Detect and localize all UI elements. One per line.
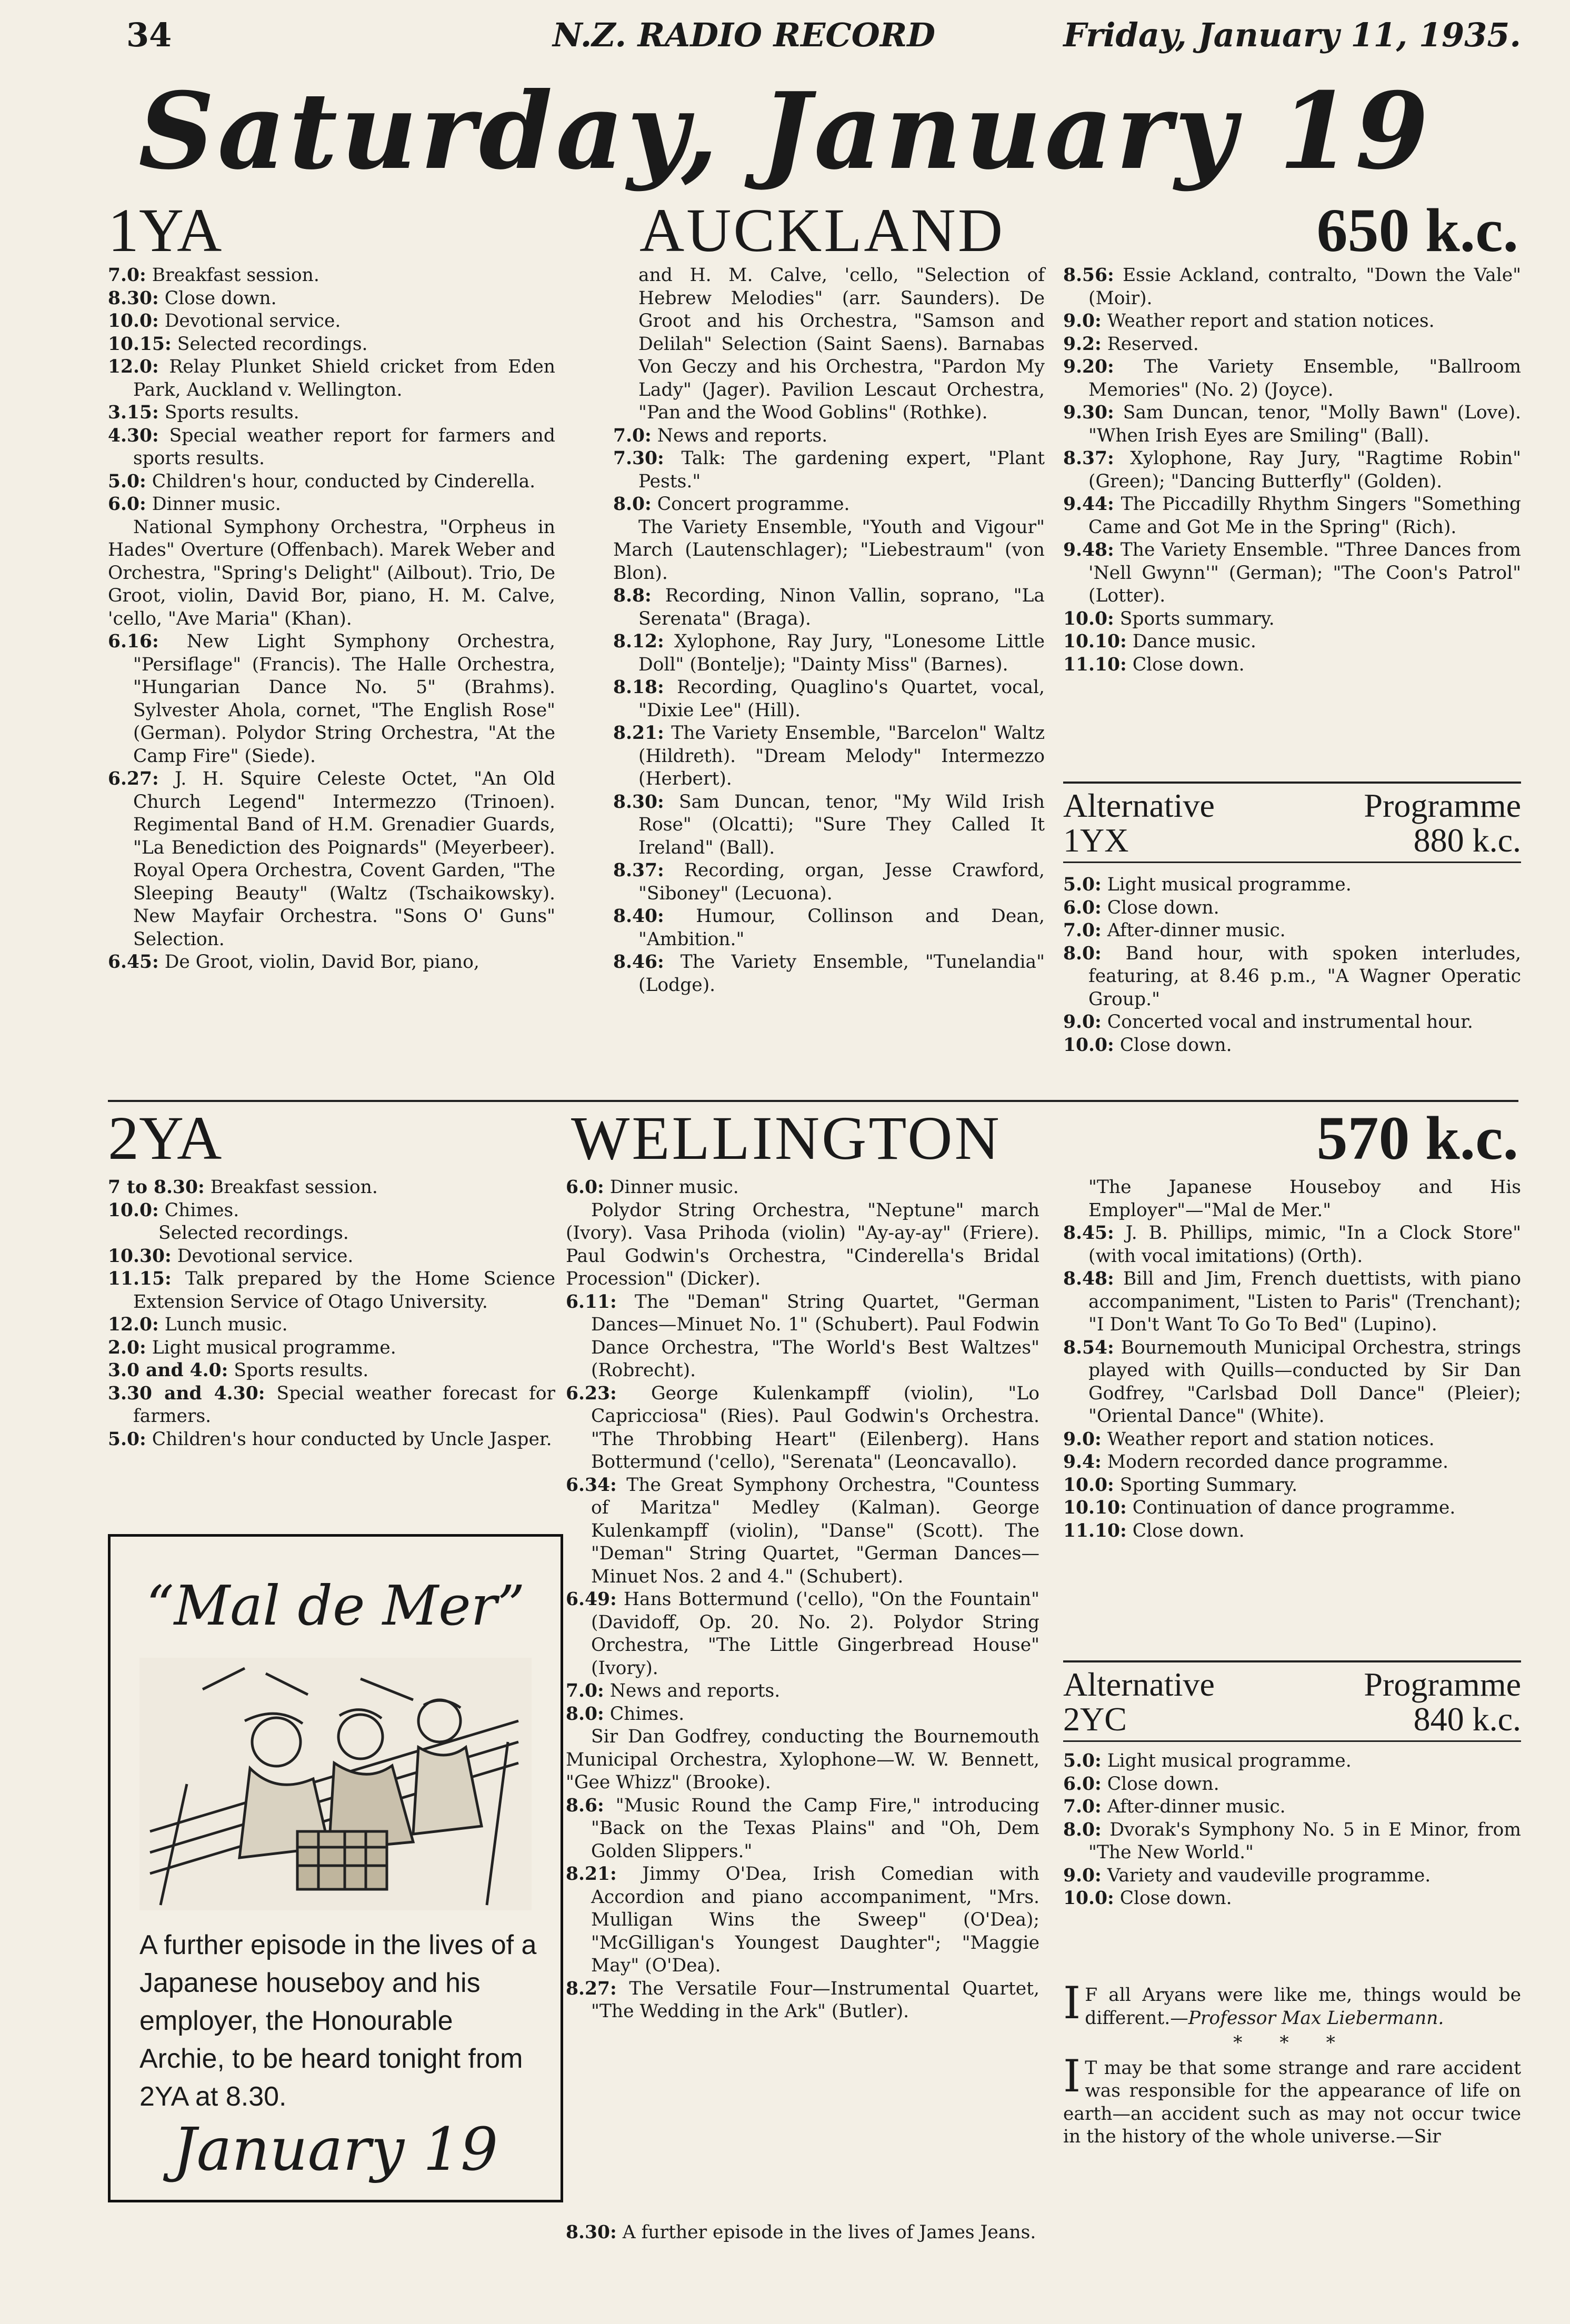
- station-frequency: 650 k.c.: [1316, 196, 1518, 265]
- entry-time: 8.21:: [566, 1864, 617, 1885]
- schedule-entry: [1063, 1865, 1521, 1888]
- entry-time: 9.2:: [1063, 333, 1102, 355]
- schedule-entry: [566, 1199, 1039, 1291]
- schedule-entry: [566, 1978, 1039, 2024]
- separator-stars: * * *: [1233, 2032, 1351, 2053]
- entry-time: 10.0:: [108, 310, 159, 332]
- entry-text: Children's hour, conducted by Cinderella.: [146, 470, 536, 492]
- entry-time: 8.21:: [613, 723, 664, 744]
- entry-text: Devotional service.: [171, 1245, 354, 1267]
- entry-text: Modern recorded dance programme.: [1101, 1451, 1448, 1472]
- rule: [1063, 782, 1521, 784]
- wellington-alternative-list: [1063, 1750, 1521, 1910]
- entry-time: 7.0:: [1063, 1796, 1102, 1817]
- rule: [1063, 1660, 1521, 1662]
- entry-text: Close down.: [1114, 1034, 1232, 1056]
- alt-heading-2: Programme: [1364, 787, 1521, 824]
- houseboy-illustration: [139, 1658, 532, 1910]
- entry-time: 8.6:: [566, 1795, 604, 1816]
- entry-text: Recording, organ, Jesse Crawford, "Siboney" (Lecuona).: [638, 860, 1045, 904]
- entry-text: De Groot, violin, David Bor, piano,: [158, 951, 479, 973]
- entry-time: 10.10:: [1063, 1497, 1127, 1518]
- entry-text: Bill and Jim, French duettists, with piano accompaniment, "Listen to Paris" (Trenchant); "I Don't Want To Go To Bed" (Lupino).: [1088, 1268, 1521, 1335]
- schedule-entry: [613, 859, 1045, 905]
- schedule-entry: [108, 1337, 555, 1360]
- schedule-entry: [613, 493, 1045, 516]
- station-header-auckland: [108, 195, 1518, 274]
- entry-time: 6.16:: [108, 631, 159, 652]
- entry-text: Variety and vaudeville programme.: [1101, 1865, 1431, 1886]
- entry-time: 8.45:: [1063, 1223, 1114, 1244]
- entry-text: Weather report and station notices.: [1101, 310, 1435, 332]
- auckland-alternative-header: [1063, 782, 1521, 863]
- page-number: 34: [126, 16, 172, 54]
- quote-source: Professor Max Liebermann.: [1188, 2007, 1444, 2029]
- entry-time: 8.0:: [613, 494, 652, 515]
- entry-text: The "Deman" String Quartet, "German Dances—Minuet No. 1" (Schubert). Paul Fodwin Dance Orchestra, "The World's Best Waltzes" (Robrecht).: [591, 1291, 1039, 1381]
- entry-text: Relay Plunket Shield cricket from Eden Park, Auckland v. Wellington.: [133, 356, 555, 400]
- entry-text: The Variety Ensemble, "Youth and Vigour" March (Lautenschlager); "Liebestraum" (von Blon).: [613, 516, 1045, 584]
- entry-text: Band hour, with spoken interludes, featuring, at 8.46 p.m., "A Wagner Operatic Group.": [1088, 943, 1521, 1010]
- schedule-entry: [108, 264, 555, 287]
- entry-time: 7.0:: [1063, 920, 1102, 941]
- drop-cap: I: [1063, 2050, 1081, 2102]
- entry-time: 5.0:: [1063, 1750, 1102, 1771]
- entry-time: 10.10:: [1063, 631, 1127, 652]
- entry-text: The Great Symphony Orchestra, "Countess of Maritza" Medley (Kalman). George Kulenkampff (violin), "Danse" (Scott). The "Deman" String Quartet, "German Dances—Minuet Nos. 2 and 4." (Schubert).: [591, 1474, 1039, 1587]
- entry-text: Humour, Collinson and Dean, "Ambition.": [638, 906, 1045, 950]
- entry-text: Close down.: [158, 287, 277, 309]
- schedule-entry: [613, 905, 1045, 951]
- entry-text: Talk prepared by the Home Science Extension Service of Otago University.: [133, 1268, 555, 1313]
- schedule-entry: [1063, 447, 1521, 493]
- schedule-entry: [1063, 1819, 1521, 1865]
- entry-text: Lunch music.: [158, 1314, 288, 1335]
- schedule-entry: [566, 1176, 1039, 1199]
- schedule-entry: [1063, 943, 1521, 1011]
- schedule-entry: [566, 1291, 1039, 1383]
- wellington-column-3: [1063, 1176, 1521, 1542]
- quote-text: F all Aryans were like me, things would be different.—: [1085, 1985, 1521, 2029]
- schedule-entry: [108, 310, 555, 333]
- schedule-entry: [613, 264, 1045, 425]
- entry-time: 6.45:: [108, 951, 159, 973]
- entry-text: Essie Ackland, contralto, "Down the Vale" (Moir).: [1088, 265, 1521, 309]
- schedule-entry: [613, 951, 1045, 997]
- entry-time: 10.0:: [1063, 1034, 1114, 1056]
- entry-time: 8.37:: [613, 860, 664, 881]
- schedule-entry: [566, 1474, 1039, 1589]
- entry-text: "The Japanese Houseboy and His Employer"—"Mal de Mer.": [1088, 1177, 1521, 1221]
- entry-text: Sam Duncan, tenor, "Molly Bawn" (Love). "When Irish Eyes are Smiling" (Ball).: [1088, 402, 1521, 446]
- entry-time: 6.11:: [566, 1291, 617, 1313]
- station-call: 2YA: [108, 1104, 222, 1173]
- entry-text: Breakfast session.: [146, 265, 319, 286]
- entry-text: Sam Duncan, tenor, "My Wild Irish Rose" (Olcatti); "Sure They Called It Ireland" (Ball).: [638, 791, 1045, 858]
- schedule-entry: [1063, 264, 1521, 310]
- schedule-entry: [613, 722, 1045, 791]
- schedule-entry: [1063, 1474, 1521, 1497]
- entry-text: Concerted vocal and instrumental hour.: [1101, 1011, 1473, 1033]
- entry-text: Close down.: [1114, 1888, 1232, 1909]
- section-rule: [108, 1100, 1518, 1102]
- schedule-entry: [566, 1726, 1039, 1795]
- schedule-entry: [108, 333, 555, 356]
- day-heading: Saturday, January 19: [138, 69, 1432, 193]
- entry-text: Dinner music.: [146, 494, 281, 515]
- entry-time: 5.0:: [108, 470, 146, 492]
- schedule-entry: [566, 1680, 1039, 1703]
- schedule-entry: [1063, 310, 1521, 333]
- publication-title: N.Z. RADIO RECORD: [553, 16, 936, 54]
- schedule-entry: [1063, 1796, 1521, 1819]
- entry-time: 8.54:: [1063, 1337, 1114, 1358]
- schedule-entry: [108, 1428, 555, 1451]
- entry-time: 10.0:: [1063, 608, 1114, 629]
- station-frequency: 570 k.c.: [1316, 1104, 1518, 1173]
- auckland-column-2: [613, 264, 1045, 997]
- entry-time: 11.15:: [108, 1268, 172, 1289]
- entry-text: Selected recordings.: [158, 1223, 349, 1244]
- entry-time: 12.0:: [108, 1314, 159, 1335]
- entry-time: 6.34:: [566, 1474, 617, 1496]
- entry-time: 8.46:: [613, 951, 664, 973]
- entry-text: The Piccadilly Rhythm Singers "Something Came and Got Me in the Spring" (Rich).: [1088, 494, 1521, 538]
- schedule-entry: [1063, 333, 1521, 356]
- schedule-entry: [108, 1245, 555, 1268]
- entry-time: 3.15:: [108, 402, 159, 423]
- entry-text: The Versatile Four—Instrumental Quartet, "The Wedding in the Ark" (Butler).: [591, 1978, 1039, 2022]
- entry-time: 8.56:: [1063, 265, 1114, 286]
- schedule-entry: [108, 402, 555, 425]
- entry-text: Concert programme.: [651, 494, 850, 515]
- schedule-entry: [108, 470, 555, 494]
- schedule-entry: [108, 1199, 555, 1223]
- schedule-entry: [1063, 1428, 1521, 1451]
- schedule-entry: [1063, 874, 1521, 897]
- entry-time: 8.40:: [613, 906, 664, 927]
- entry-text: Weather report and station notices.: [1101, 1428, 1435, 1450]
- entry-text: The Variety Ensemble, "Barcelon" Waltz (Hildreth). "Dream Melody" Intermezzo (Herbert).: [638, 723, 1045, 789]
- entry-text: Jimmy O'Dea, Irish Comedian with Accordion and piano accompaniment, "Mrs. Mulligan Wins the Sweep" (O'Dea); "McGilligan's Youngest Daughter"; "Maggie May" (O'Dea).: [591, 1864, 1039, 1976]
- entry-time: 9.0:: [1063, 310, 1102, 332]
- entry-text: Chimes.: [158, 1199, 239, 1221]
- entry-time: 2.0:: [108, 1337, 146, 1358]
- entry-time: 9.20:: [1063, 356, 1114, 377]
- auckland-alternative-list: [1063, 874, 1521, 1057]
- entry-time: 9.0:: [1063, 1011, 1102, 1033]
- wellington-column-2: [566, 1176, 1039, 2024]
- entry-time: 12.0:: [108, 356, 159, 377]
- entry-time: 7.30:: [613, 448, 664, 469]
- entry-time: 6.0:: [108, 494, 146, 515]
- station-header-wellington: [108, 1103, 1518, 1181]
- entry-time: 6.23:: [566, 1383, 617, 1404]
- schedule-entry: [566, 1703, 1039, 1726]
- entry-text: The Variety Ensemble, "Ballroom Memories" (No. 2) (Joyce).: [1088, 356, 1521, 400]
- entry-text: "Music Round the Camp Fire," introducing "Back on the Texas Plains" and "Oh, Dem Golden Slippers.": [591, 1795, 1039, 1862]
- schedule-entry: [108, 1383, 555, 1428]
- schedule-entry: [613, 447, 1045, 493]
- entry-time: 7.0:: [613, 425, 652, 446]
- entry-text: Continuation of dance programme.: [1126, 1497, 1456, 1518]
- entry-time: 8.18:: [613, 677, 664, 698]
- entry-time: 9.44:: [1063, 494, 1114, 515]
- wellington-column-1: [108, 1176, 555, 1451]
- entry-time: 7.0:: [566, 1680, 604, 1701]
- schedule-entry: [613, 425, 1045, 448]
- schedule-entry: [566, 1383, 1039, 1474]
- station-city: AUCKLAND: [639, 196, 1005, 265]
- entry-text: and H. M. Calve, 'cello, "Selection of Hebrew Melodies" (arr. Saunders). De Groot and his Orchestra, "Samson and Delilah" Selection (Saint Saens). Barnabas Von Geczy and his Orchestra, "Pardon My Lady" (Jager). Pavilion Lescaut Orchestra, "Pan and the Wood Goblins" (Rothke).: [638, 265, 1045, 423]
- entry-time: 8.27:: [566, 1978, 617, 1999]
- quote-1: [1063, 1977, 1521, 2030]
- entry-time: 10.30:: [108, 1245, 172, 1267]
- entry-text: Recording, Quaglino's Quartet, vocal, "Dixie Lee" (Hill).: [638, 677, 1045, 721]
- alt-call: 2YC: [1063, 1700, 1127, 1738]
- schedule-entry: [1063, 539, 1521, 608]
- entry-time: 3.0 and 4.0:: [108, 1360, 228, 1381]
- entry-time: 8.8:: [613, 585, 652, 606]
- alt-frequency: 880 k.c.: [1413, 822, 1521, 859]
- auckland-column-3: [1063, 264, 1521, 676]
- entry-time: 10.0:: [1063, 1888, 1114, 1909]
- entry-time: 8.0:: [1063, 1819, 1102, 1840]
- entry-time: 6.27:: [108, 768, 159, 789]
- entry-text: After-dinner music.: [1101, 920, 1286, 941]
- entry-text: Recording, Ninon Vallin, soprano, "La Serenata" (Braga).: [638, 585, 1045, 629]
- schedule-entry: [1063, 1887, 1521, 1910]
- schedule-entry: [108, 768, 555, 951]
- schedule-entry: [108, 1176, 555, 1199]
- schedule-entry: [1063, 1268, 1521, 1337]
- entry-text: The Variety Ensemble, "Tunelandia" (Lodge).: [638, 951, 1045, 996]
- entry-text: Children's hour conducted by Uncle Jasper.: [146, 1428, 552, 1450]
- entry-text: Dinner music.: [604, 1177, 739, 1198]
- entry-text: Sports results.: [228, 1360, 369, 1381]
- drop-cap: I: [1063, 1977, 1081, 2029]
- entry-time: 9.0:: [1063, 1428, 1102, 1450]
- entry-text: Sporting Summary.: [1114, 1474, 1298, 1496]
- entry-text: J. B. Phillips, mimic, "In a Clock Store" (with vocal imitations) (Orth).: [1088, 1223, 1521, 1267]
- entry-time: 6.0:: [1063, 897, 1102, 918]
- entry-text: Special weather report for farmers and sports results.: [133, 425, 555, 469]
- entry-text: Close down.: [1101, 897, 1219, 918]
- entry-text: Special weather forecast for farmers.: [133, 1383, 555, 1427]
- schedule-entry: [108, 630, 555, 768]
- entry-text: Close down.: [1126, 1520, 1245, 1541]
- entry-time: 9.0:: [1063, 1865, 1102, 1886]
- entry-time: 8.0:: [1063, 943, 1102, 964]
- schedule-entry: [1063, 1497, 1521, 1520]
- station-call: 1YA: [108, 196, 222, 265]
- entry-text: After-dinner music.: [1101, 1796, 1286, 1817]
- entry-text: Bournemouth Municipal Orchestra, strings played with Quills—conducted by Sir Dan Godfrey, "Carlsbad Doll Dance" (Pleier); "Oriental Dance" (White).: [1088, 1337, 1521, 1427]
- entry-text: Light musical programme.: [146, 1337, 396, 1358]
- schedule-entry: [566, 1588, 1039, 1680]
- schedule-entry: [613, 630, 1045, 676]
- entry-text: Chimes.: [604, 1703, 685, 1725]
- schedule-entry: [1063, 654, 1521, 677]
- schedule-entry: [108, 356, 555, 402]
- entry-time: 10.0:: [1063, 1474, 1114, 1496]
- entry-text: Close down.: [1101, 1773, 1219, 1795]
- entry-time: 3.30 and 4.30:: [108, 1383, 265, 1404]
- advert-title: “Mal de Mer”: [146, 1574, 525, 1638]
- schedule-entry: [108, 1314, 555, 1337]
- schedule-entry: [108, 425, 555, 470]
- entry-text: National Symphony Orchestra, "Orpheus in Hades" Overture (Offenbach). Marek Weber and Orchestra, "Spring's Delight" (Ailbout). Trio, De Groot, violin, David Bor, piano, H. M. Calve, 'cello, "Ave Maria" (Khan).: [108, 516, 555, 629]
- schedule-entry: [108, 951, 555, 974]
- entry-time: 5.0:: [108, 1428, 146, 1450]
- entry-text: Close down.: [1126, 654, 1245, 675]
- quote-text: T may be that some strange and rare accident was responsible for the appearance of life on earth—an accident such as may not occur twice in the history of the whole universe.—Sir: [1063, 2057, 1521, 2147]
- entry-text: New Light Symphony Orchestra, "Persiflage" (Francis). The Halle Orchestra, "Hungarian Dance No. 5" (Brahms). Sylvester Ahola, cornet, "The English Rose" (German). Polydor String Orchestra, "At the Camp Fire" (Siede).: [133, 631, 555, 767]
- entry-text: Sir Dan Godfrey, conducting the Bournemouth Municipal Orchestra, Xylophone—W. W. Bennett, "Gee Whizz" (Brooke).: [566, 1726, 1039, 1793]
- entry-time: 11.10:: [1063, 1520, 1127, 1541]
- schedule-entry: [1063, 402, 1521, 447]
- schedule-entry: [1063, 1773, 1521, 1796]
- schedule-entry: [108, 287, 555, 310]
- entry-time: 10.15:: [108, 333, 172, 355]
- entry-time: 9.4:: [1063, 1451, 1102, 1472]
- entry-time: 8.48:: [1063, 1268, 1114, 1289]
- schedule-entry: [1063, 1176, 1521, 1222]
- entry-time: 8.12:: [613, 631, 664, 652]
- entry-time: 4.30:: [108, 425, 159, 446]
- entry-text: George Kulenkampff (violin), "Lo Capricciosa" (Ries). Paul Godwin's Orchestra. "The Throbbing Heart" (Eilenberg). Hans Bottermund ('cello), "Serenata" (Leoncavallo).: [591, 1383, 1039, 1472]
- item-text: A further episode in the lives of James Jeans.: [616, 2222, 1036, 2243]
- schedule-entry: [108, 1222, 555, 1245]
- schedule-entry: [613, 676, 1045, 722]
- entry-text: Xylophone, Ray Jury, "Ragtime Robin" (Green); "Dancing Butterfly" (Golden).: [1088, 448, 1521, 492]
- schedule-entry: [1063, 608, 1521, 631]
- entry-text: The Variety Ensemble. "Three Dances from 'Nell Gwynn'" (German); "The Coon's Patrol" (Lotter).: [1088, 539, 1521, 606]
- alt-frequency: 840 k.c.: [1413, 1700, 1521, 1738]
- entry-text: Hans Bottermund ('cello), "On the Fountain" (Davidoff, Op. 20. No. 2). Polydor String Orchestra, "The Little Gingerbread House" (Ivory).: [591, 1589, 1039, 1679]
- schedule-entry: [1063, 1337, 1521, 1428]
- schedule-entry: [1063, 1011, 1521, 1034]
- issue-date: Friday, January 11, 1935.: [1063, 16, 1521, 54]
- schedule-entry: [108, 1359, 555, 1383]
- schedule-entry: [613, 791, 1045, 860]
- schedule-entry: [1063, 919, 1521, 943]
- entry-text: News and reports.: [604, 1680, 781, 1701]
- alt-heading: Alternative: [1063, 787, 1215, 824]
- entry-text: Sports summary.: [1114, 608, 1275, 629]
- entry-text: Reserved.: [1101, 333, 1199, 355]
- entry-text: Talk: The gardening expert, "Plant Pests.": [638, 448, 1045, 492]
- entry-time: 8.30:: [613, 791, 664, 813]
- advert-date: January 19: [173, 2116, 498, 2184]
- schedule-entry: [1063, 1451, 1521, 1474]
- entry-text: News and reports.: [651, 425, 828, 446]
- schedule-entry: [1063, 356, 1521, 402]
- schedule-entry: [1063, 897, 1521, 920]
- schedule-entry: [108, 493, 555, 516]
- entry-text: Light musical programme.: [1101, 874, 1352, 895]
- schedule-entry: [1063, 493, 1521, 539]
- alt-heading-2: Programme: [1364, 1666, 1521, 1703]
- alt-call: 1YX: [1063, 822, 1129, 859]
- schedule-entry: [566, 1795, 1039, 1864]
- entry-time: 8.30:: [108, 287, 159, 309]
- entry-time: 10.0:: [108, 1199, 159, 1221]
- entry-time: 8.37:: [1063, 448, 1114, 469]
- entry-time: 5.0:: [1063, 874, 1102, 895]
- entry-text: Breakfast session.: [204, 1177, 378, 1198]
- schedule-entry: [1063, 1034, 1521, 1057]
- entry-text: Selected recordings.: [171, 333, 368, 355]
- entry-text: Sports results.: [158, 402, 299, 423]
- entry-text: Dvorak's Symphony No. 5 in E Minor, from "The New World.": [1088, 1819, 1521, 1863]
- entry-time: 9.48:: [1063, 539, 1114, 560]
- schedule-entry: [613, 516, 1045, 585]
- schedule-entry: [1063, 1520, 1521, 1543]
- entry-text: Polydor String Orchestra, "Neptune" march (Ivory). Vasa Prihoda (violin) "Ay-ay-ay" (Friere). Paul Godwin's Orchestra, "Cinderella's Bridal Procession" (Dicker).: [566, 1199, 1039, 1289]
- schedule-entry: [1063, 630, 1521, 654]
- entry-time: 6.0:: [1063, 1773, 1102, 1795]
- running-head: [126, 16, 1521, 58]
- time: 8.30:: [566, 2222, 617, 2243]
- schedule-entry: [1063, 1222, 1521, 1268]
- entry-text: Light musical programme.: [1101, 1750, 1352, 1771]
- entry-time: 7 to 8.30:: [108, 1177, 205, 1198]
- quotes-box: [1063, 1977, 1521, 2149]
- entry-time: 6.0:: [566, 1177, 604, 1198]
- schedule-entry: [108, 516, 555, 631]
- footer-line: [566, 2222, 1036, 2243]
- schedule-entry: [108, 1268, 555, 1314]
- schedule-entry: [613, 585, 1045, 630]
- schedule-entry: [566, 1863, 1039, 1978]
- alt-heading: Alternative: [1063, 1666, 1215, 1703]
- auckland-column-1: [108, 264, 555, 974]
- entry-text: Xylophone, Ray Jury, "Lonesome Little Doll" (Bontelje); "Dainty Miss" (Barnes).: [638, 631, 1045, 675]
- entry-time: 9.30:: [1063, 402, 1114, 423]
- quote-2: [1063, 2050, 1521, 2149]
- schedule-entry: [1063, 1750, 1521, 1773]
- entry-time: 11.10:: [1063, 654, 1127, 675]
- wellington-alternative-header: [1063, 1660, 1521, 1742]
- advertisement-box: [108, 1534, 563, 2202]
- entry-time: 7.0:: [108, 265, 146, 286]
- entry-text: J. H. Squire Celeste Octet, "An Old Church Legend" Intermezzo (Trinoen). Regimental Band of H.M. Grenadier Guards, "La Benediction des Poignards" (Meyerbeer). Royal Opera Orchestra, Covent Garden, "The Sleeping Beauty" (Waltz (Tschaikowsky). New Mayfair Orchestra. "Sons O' Guns" Selection.: [133, 768, 555, 950]
- entry-text: Dance music.: [1126, 631, 1256, 652]
- entry-text: Devotional service.: [158, 310, 341, 332]
- station-city: WELLINGTON: [571, 1104, 1002, 1173]
- advert-body: A further episode in the lives of a Japanese houseboy and his employer, the Honourable Archie, to be heard tonight from 2YA at 8.30.: [139, 1930, 537, 2112]
- entry-time: 6.49:: [566, 1589, 617, 1610]
- entry-time: 8.0:: [566, 1703, 604, 1725]
